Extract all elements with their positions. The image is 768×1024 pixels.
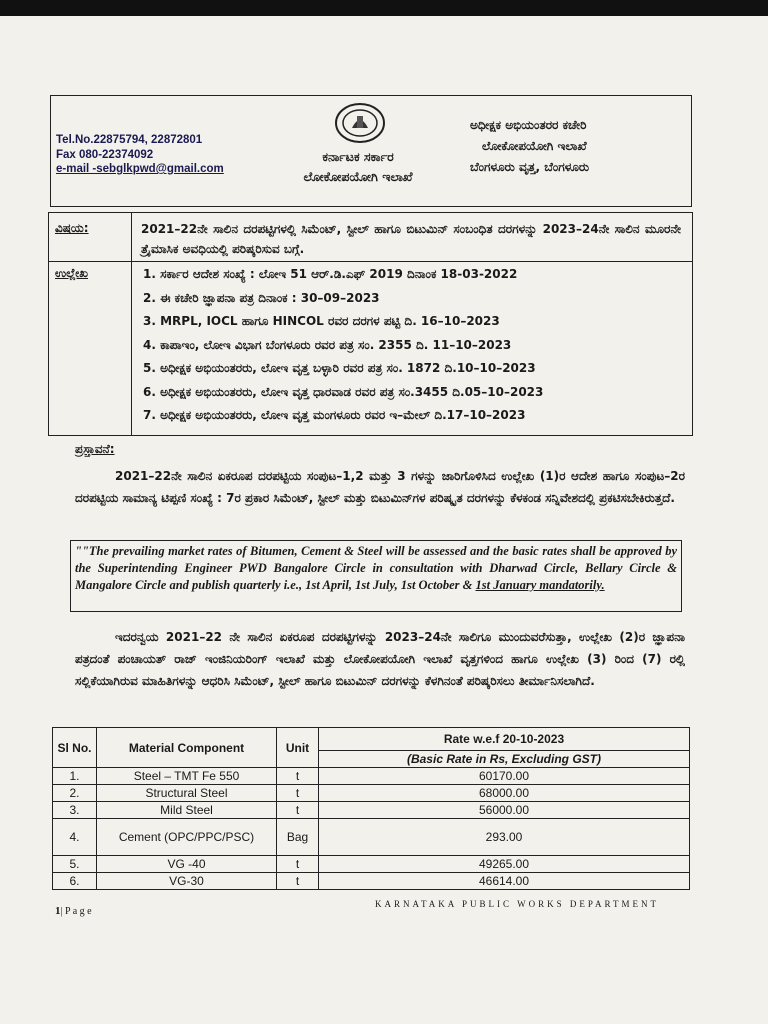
- subject-label: ವಿಷಯ:: [55, 221, 89, 235]
- column-divider: [131, 213, 132, 435]
- preamble-heading: ಪ್ರಸ್ತಾವನೆ:: [75, 442, 115, 456]
- list-item: 3. MRPL, IOCL ಹಾಗೂ HINCOL ರವರ ದರಗಳ ಪಟ್ಟಿ ದಿ. 16–10–2023: [143, 314, 500, 328]
- government-seal-icon: [332, 102, 388, 144]
- quoted-note: [70, 540, 682, 612]
- list-item: 1. ಸರ್ಕಾರ ಆದೇಶ ಸಂಖ್ಯೆ : ಲೋಇ 51 ಆರ್.ಡಿ.ಎಫ್ 2019 ದಿನಾಂಕ 18-03-2022: [143, 267, 518, 281]
- header-sl: Sl No.: [53, 728, 97, 768]
- basic-rate-note: (Basic Rate in Rs, Excluding GST): [319, 751, 690, 768]
- list-item: 7. ಅಧೀಕ್ಷಕ ಅಭಿಯಂತರರು, ಲೋಇ ವೃತ್ತ ಮಂಗಳೂರು ರವರ ಇ–ಮೇಲ್ ದಿ.17–10–2023: [143, 408, 526, 422]
- government-name: ಕರ್ನಾಟಕ ಸರ್ಕಾರ ಲೋಕೋಪಯೋಗಿ ಇಲಾಖೆ: [303, 149, 413, 184]
- table-row: 4. Cement (OPC/PPC/PSC) Bag 293.00: [53, 819, 690, 856]
- reference-label: ಉಲ್ಲೇಖ: [55, 266, 88, 280]
- table-row: 1. Steel – TMT Fe 550 t 60170.00: [53, 768, 690, 785]
- quote-text: ""The prevailing market rates of Bitumen, Cement & Steel will be assessed and the basic rates shall be approved by the Superintending Engineer PWD Bangalore Circle in consultation with Dharwad Circle, Bellary Circle & Mangalore Circle and publish quarterly i.e., 1st April, 1st July, 1st October &: [75, 544, 677, 592]
- scan-top-edge: [0, 0, 768, 16]
- rates-table: [52, 727, 690, 890]
- header-rate: Rate w.e.f 20-10-2023: [319, 728, 690, 751]
- table-row: 2. Structural Steel t 68000.00: [53, 785, 690, 802]
- telephone: Tel.No.22875794, 22872801: [56, 134, 203, 146]
- list-item: 6. ಅಧೀಕ್ಷಕ ಅಭಿಯಂತರರು, ಲೋಇ ವೃತ್ತ ಧಾರವಾಡ ರವರ ಪತ್ರ ಸಂ.3455 ದಿ.05–10–2023: [143, 384, 544, 399]
- table-row: 5. VG -40 t 49265.00: [53, 856, 690, 873]
- office-address: ಅಧೀಕ್ಷಕ ಅಭಿಯಂತರರ ಕಚೇರಿ ಲೋಕೋಪಯೋಗಿ ಇಲಾಖೆ ಬೆಂಗಳೂರು ವೃತ್ತ, ಬೆಂಗಳೂರು: [470, 118, 590, 174]
- row-divider: [49, 261, 692, 262]
- fax: Fax 080-22374092: [56, 148, 154, 161]
- email: e-mail -sebglkpwd@gmail.com: [56, 163, 224, 175]
- header-material: Material Component: [97, 728, 277, 768]
- list-item: 4. ಕಾಪಾಇಂ, ಲೋಇ ವಿಭಾಗ ಬೆಂಗಳೂರು ರವರ ಪತ್ರ ಸಂ. 2355 ದಿ. 11–10–2023: [143, 337, 512, 352]
- department-footer: KARNATAKA PUBLIC WORKS DEPARTMENT: [375, 899, 660, 909]
- page-number: 1| P a g e: [55, 905, 92, 917]
- table-row: 3. Mild Steel t 56000.00: [53, 802, 690, 819]
- list-item: 2. ಈ ಕಚೇರಿ ಜ್ಞಾಪನಾ ಪತ್ರ ದಿನಾಂಕ : 30–09–2023: [143, 290, 380, 305]
- list-item: 5. ಅಧೀಕ್ಷಕ ಅಭಿಯಂತರರು, ಲೋಇ ವೃತ್ತ ಬಳ್ಳಾರಿ ರವರ ಪತ್ರ ಸಂ. 1872 ದಿ.10–10–2023: [143, 361, 536, 375]
- subject-reference-box: [48, 212, 693, 436]
- table-row: 6. VG-30 t 46614.00: [53, 873, 690, 890]
- subject-text: 2021–22ನೇ ಸಾಲಿನ ದರಪಟ್ಟಿಗಳಲ್ಲಿ ಸಿಮೆಂಟ್, ಸ್ಟೀಲ್ ಹಾಗೂ ಬಿಟುಮಿನ್ ಸಂಬಂಧಿತ ದರಗಳನ್ನು 2023–24ನೇ ಸಾಲಿನ ಮೂರನೇ ತ್ರೈಮಾಸಿಕ ಅವಧಿಯಲ್ಲಿ ಪರಿಷ್ಕರಿಸುವ ಬಗ್ಗೆ.: [141, 222, 681, 256]
- header-unit: Unit: [277, 728, 319, 768]
- contact-block: [56, 133, 224, 177]
- preamble-paragraph: 2021–22ನೇ ಸಾಲಿನ ಏಕರೂಪ ದರಪಟ್ಟಿಯ ಸಂಪುಟ–1,2 ಮತ್ತು 3 ಗಳನ್ನು ಜಾರಿಗೊಳಿಸಿದ ಉಲ್ಲೇಖ (1)ರ ಆದೇಶ ಹಾಗೂ ಸಂಪುಟ–2ರ ದರಪಟ್ಟಿಯ ಸಾಮಾನ್ಯ ಟಿಪ್ಪಣಿ ಸಂಖ್ಯೆ : 7ರ ಪ್ರಕಾರ ಸಿಮೆಂಟ್, ಸ್ಟೀಲ್ ಮತ್ತು ಬಿಟುಮಿನ್‌ಗಳ ಪರಿಷ್ಕೃತ ದರಗಳನ್ನು ಕೆಳಕಂಡ ಸನ್ನಿವೇಶದಲ್ಲಿ ಪ್ರಕಟಿಸಬೇಕಿರುತ್ತದೆ.: [75, 469, 685, 505]
- quote-tail: 1st January mandatorily.: [475, 578, 605, 592]
- table-header: [53, 728, 690, 751]
- reference-list: [143, 263, 688, 428]
- decision-paragraph: ಇದರನ್ವಯ 2021–22 ನೇ ಸಾಲಿನ ಏಕರೂಪ ದರಪಟ್ಟಿಗಳನ್ನು 2023–24ನೇ ಸಾಲಿಗೂ ಮುಂದುವರೆಸುತ್ತಾ, ಉಲ್ಲೇಖ (2)ರ ಜ್ಞಾಪನಾ ಪತ್ರದಂತೆ ಪಂಚಾಯತ್ ರಾಜ್ ಇಂಜಿನಿಯರಿಂಗ್ ಇಲಾಖೆ ಮತ್ತು ಲೋಕೋಪಯೋಗಿ ಇಲಾಖೆ ವೃತ್ತಗಳಿಂದ ಹಾಗೂ ಉಲ್ಲೇಖ (3) ರಿಂದ (7) ರಲ್ಲಿ ಸಲ್ಲಿಕೆಯಾಗಿರುವ ಮಾಹಿತಿಗಳನ್ನು ಆಧರಿಸಿ ಸಿಮೆಂಟ್, ಸ್ಟೀಲ್ ಹಾಗೂ ಬಿಟುಮಿನ್ ದರಗಳನ್ನು ಕೆಳಗಿನಂತೆ ಪರಿಷ್ಕರಿಸಲು ತೀರ್ಮಾನಿಸಲಾಗಿದೆ.: [75, 630, 685, 688]
